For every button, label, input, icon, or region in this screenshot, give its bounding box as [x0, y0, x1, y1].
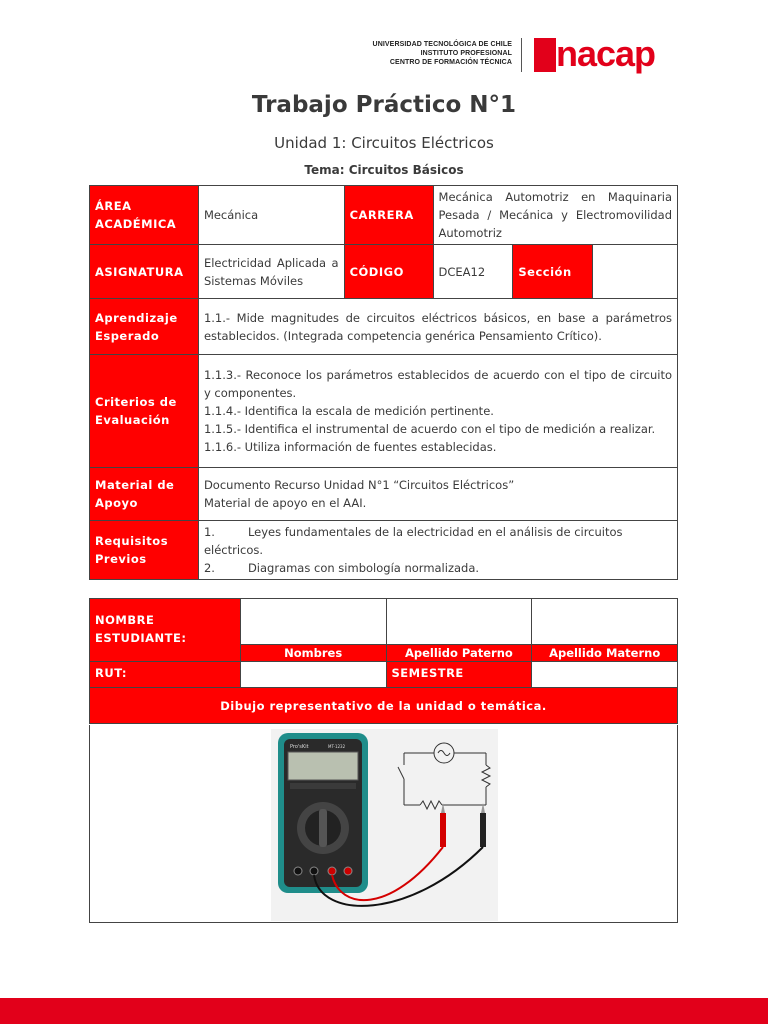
apellido-materno-label: Apellido Materno — [532, 645, 678, 662]
material-item: Material de apoyo en el AAI. — [203, 496, 367, 510]
dibujo-label: Dibujo representativo de la unidad o temática. — [90, 688, 678, 724]
info-table — [89, 185, 678, 580]
multimeter-brand: Pro'sKit — [290, 744, 309, 750]
criterios-value — [198, 355, 677, 468]
requisitos-value — [198, 521, 677, 580]
footer-bar — [0, 998, 768, 1024]
aprendizaje-value: 1.1.- Mide magnitudes de circuitos eléctricos básicos, en base a parámetros establecidos. (Integrada competencia genérica Pensamiento Crítico). — [198, 299, 677, 355]
student-table — [89, 598, 678, 724]
info-row-criterios — [90, 355, 678, 468]
material-item: Documento Recurso Unidad N°1 “Circuitos Eléctricos” — [203, 478, 515, 492]
codigo-value: DCEA12 — [433, 245, 513, 299]
codigo-label: CÓDIGO — [344, 245, 433, 299]
requisito-item — [204, 523, 672, 559]
info-row-aprendizaje — [90, 299, 678, 355]
multimeter-icon — [278, 733, 368, 893]
institution-lines — [373, 40, 512, 67]
rut-label: RUT: — [90, 662, 241, 688]
info-row-material — [90, 468, 678, 521]
logo-mark — [534, 38, 556, 72]
semestre-input[interactable] — [532, 662, 678, 688]
info-row-asignatura — [90, 245, 678, 299]
multimeter-model: MT-1232 — [328, 744, 346, 749]
student-row-rut — [90, 662, 678, 688]
nombres-input[interactable] — [240, 599, 386, 645]
criterio-item: 1.1.4.- Identifica la escala de medición pertinente. — [203, 404, 494, 418]
carrera-value: Mecánica Automotriz en Maquinaria Pesada / Mecánica y Electromovilidad Automotriz — [433, 186, 677, 245]
multimeter-circuit-illustration — [90, 725, 677, 923]
area-value: Mecánica — [198, 186, 344, 245]
area-label: ÁREA ACADÉMICA — [90, 186, 199, 245]
rut-input[interactable] — [240, 662, 386, 688]
seccion-value — [593, 245, 678, 299]
logo-wordmark: nacap — [556, 33, 656, 74]
requisito-text: Leyes fundamentales de la electricidad en el análisis de circuitos eléctricos. — [203, 525, 623, 557]
carrera-label: CARRERA — [344, 186, 433, 245]
page-title: Trabajo Práctico N°1 — [251, 92, 517, 118]
aprendizaje-label: Aprendizaje Esperado — [90, 299, 199, 355]
seccion-label: Sección — [513, 245, 593, 299]
page-subtitle: Unidad 1: Circuitos Eléctricos — [274, 134, 494, 152]
semestre-label: SEMESTRE — [386, 662, 532, 688]
nombres-label: Nombres — [240, 645, 386, 662]
apellido-materno-input[interactable] — [532, 599, 678, 645]
logo-divider — [521, 38, 522, 72]
nombre-label: NOMBRE ESTUDIANTE: — [90, 599, 241, 662]
requisito-item — [204, 559, 672, 577]
requisito-num: 2. — [203, 561, 215, 575]
student-row-dibujo — [90, 688, 678, 724]
institution-logo — [372, 33, 672, 80]
institution-line-3: CENTRO DE FORMACIÓN TÉCNICA — [389, 59, 512, 66]
criterio-item: 1.1.6.- Utiliza información de fuentes establecidas. — [203, 440, 497, 454]
criterio-item: 1.1.3.- Reconoce los parámetros establecidos de acuerdo con el tipo de circuito y componentes. — [203, 368, 672, 400]
criterio-item: 1.1.5.- Identifica el instrumental de acuerdo con el tipo de medición a realizar. — [203, 422, 656, 436]
asignatura-label: ASIGNATURA — [90, 245, 199, 299]
institution-line-1: UNIVERSIDAD TECNOLÓGICA DE CHILE — [372, 41, 512, 48]
criterios-label: Criterios de Evaluación — [90, 355, 199, 468]
requisito-num: 1. — [203, 525, 215, 539]
student-row-name — [90, 599, 678, 645]
asignatura-value: Electricidad Aplicada a Sistemas Móviles — [198, 245, 344, 299]
page-tema: Tema: Circuitos Básicos — [304, 163, 464, 177]
material-label: Material de Apoyo — [90, 468, 199, 521]
material-value — [198, 468, 677, 521]
multimeter-display — [288, 752, 358, 780]
institution-line-2: INSTITUTO PROFESIONAL — [420, 50, 512, 57]
drawing-area — [89, 725, 678, 923]
requisito-text: Diagramas con simbología normalizada. — [247, 561, 480, 575]
apellido-paterno-input[interactable] — [386, 599, 532, 645]
info-row-requisitos — [90, 521, 678, 580]
apellido-paterno-label: Apellido Paterno — [386, 645, 532, 662]
info-row-area — [90, 186, 678, 245]
requisitos-label: Requisitos Previos — [90, 521, 199, 580]
